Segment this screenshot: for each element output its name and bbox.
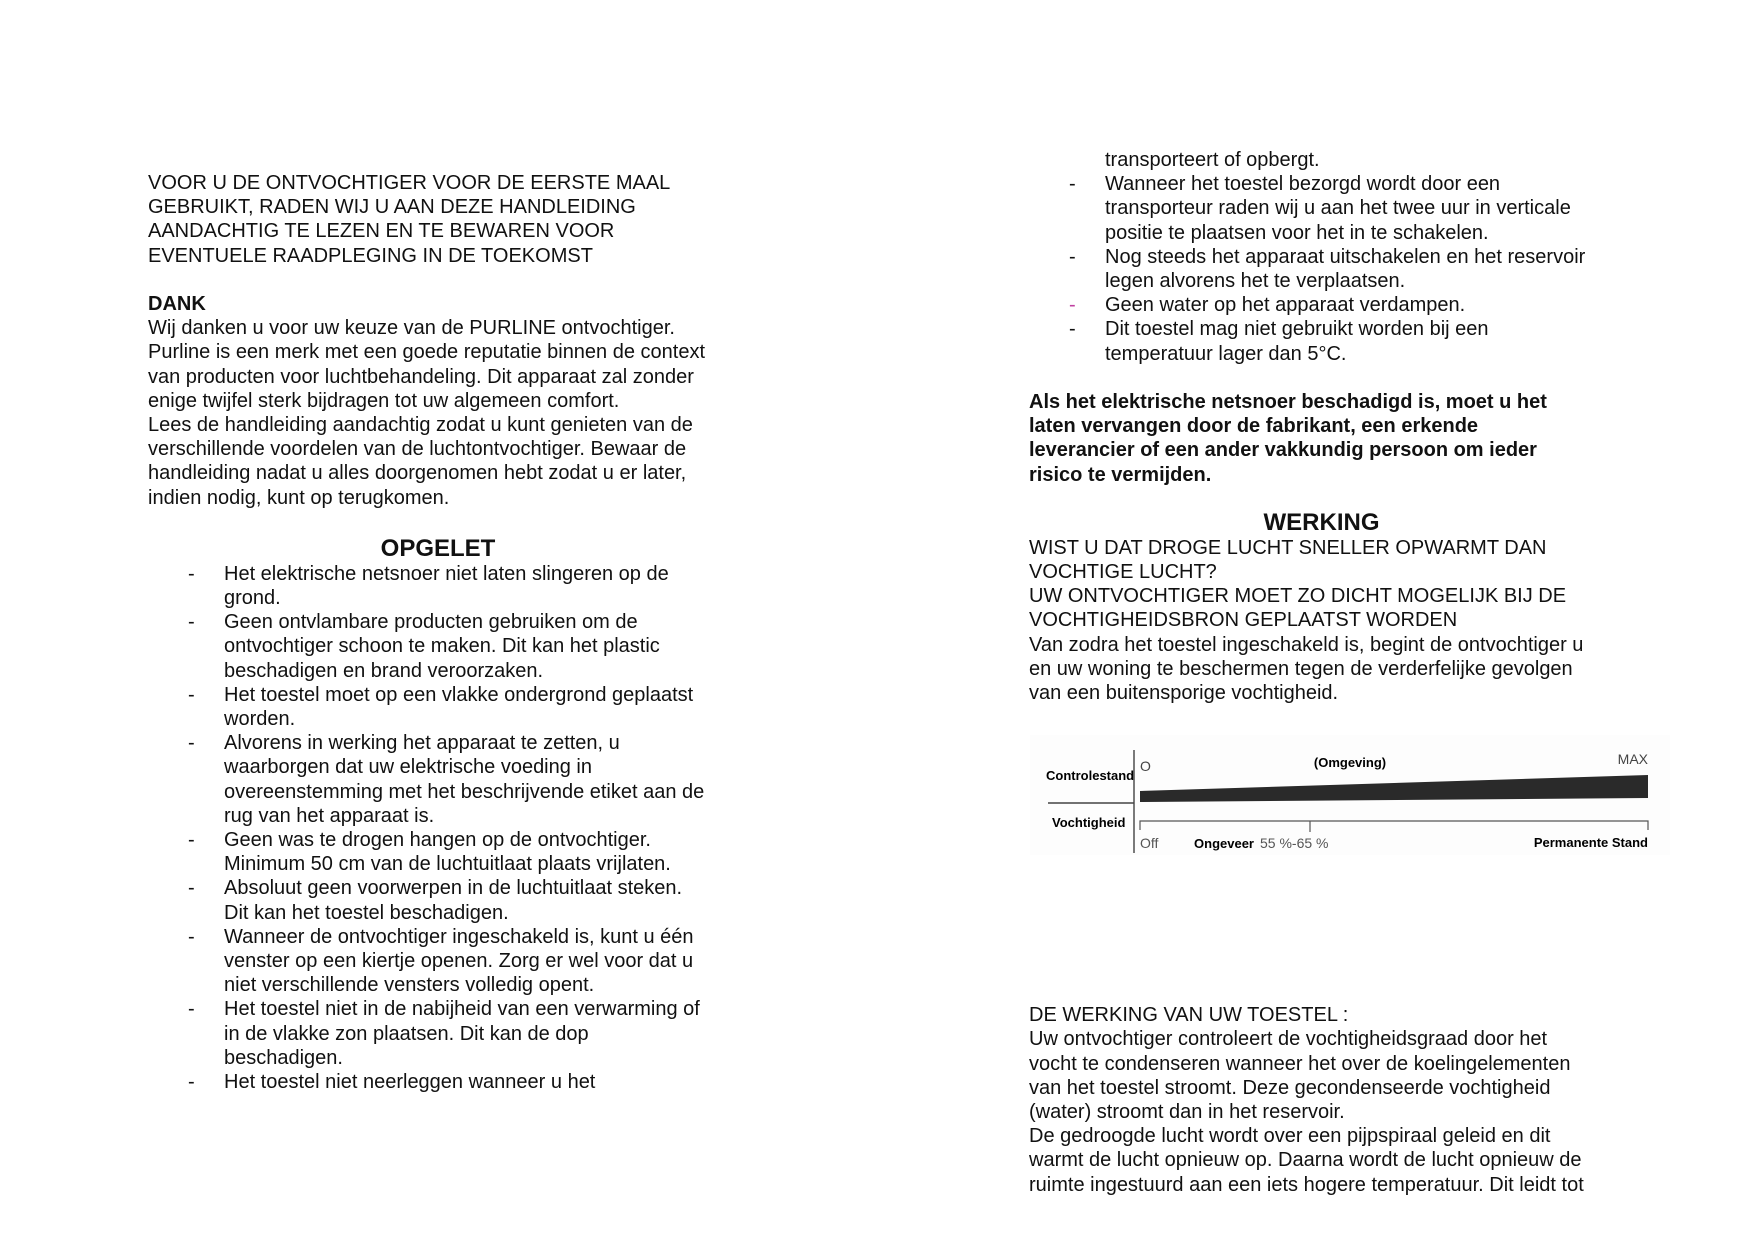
list-item-line: Geen was te drogen hangen op de ontvochtiger. <box>224 829 651 852</box>
text-line: van een buitensporige vochtigheid. <box>1029 682 1339 705</box>
list-item <box>1029 317 1649 365</box>
transport-list <box>1029 172 1649 366</box>
right-column <box>1029 148 1649 1197</box>
bullet-dash: - <box>1069 245 1076 268</box>
list-item <box>1029 172 1649 245</box>
text-line: laten vervangen door de fabrikant, een erkende <box>1029 415 1479 438</box>
list-item-line: Het elektrische netsnoer niet laten slingeren op de <box>224 562 669 585</box>
text-line: van producten voor luchtbehandeling. Dit apparaat zal zonder <box>148 365 694 388</box>
bullet-dash: - <box>188 925 195 948</box>
list-item-line: Alvorens in werking het apparaat te zetten, u <box>224 732 620 755</box>
text-line: (water) stroomt dan in het reservoir. <box>1029 1101 1345 1124</box>
list-item-line: ontvochtiger schoon te maken. Dit kan het plastic <box>224 635 660 658</box>
bullet-dash: - <box>188 877 195 900</box>
text-line: De gedroogde lucht wordt over een pijpspiraal geleid en dit <box>1029 1125 1551 1148</box>
text-line: GEBRUIKT, RADEN WIJ U AAN DEZE HANDLEIDING <box>148 196 636 219</box>
list-item-line: positie te plaatsen voor het in te schakelen. <box>1105 221 1489 244</box>
ambient-label: (Omgeving) <box>1313 755 1387 770</box>
bullet-dash: - <box>188 829 195 852</box>
list-item <box>148 610 748 683</box>
list-item-line: in de vlakke zon plaatsen. Dit kan de dop <box>224 1022 589 1045</box>
list-item-line: Nog steeds het apparaat uitschakelen en het reservoir <box>1105 245 1586 268</box>
bullet-dash: - <box>1069 173 1076 196</box>
list-item <box>148 562 748 610</box>
bullet-dash: - <box>188 1071 195 1094</box>
text-line: Wij danken u voor uw keuze van de PURLINE ontvochtiger. <box>148 317 675 340</box>
toestel-paragraph <box>1029 1027 1649 1196</box>
bullet-dash: - <box>1069 294 1076 317</box>
dank-heading: DANK <box>148 293 206 315</box>
list-item-line: Dit kan het toestel beschadigen. <box>224 901 509 924</box>
list-item-line: worden. <box>224 708 296 731</box>
power-cord-warning <box>1029 390 1649 487</box>
list-item-line: Het toestel niet in de nabijheid van een verwarming of <box>224 998 700 1021</box>
list-item <box>148 828 748 876</box>
list-item-line: waarborgen dat uw elektrische voeding in <box>224 756 592 779</box>
list-item <box>148 997 748 1070</box>
list-item-line: niet verschillende vensters volledig opent. <box>224 974 595 997</box>
diagram-row-controlestand: Controlestand <box>1046 768 1135 783</box>
list-item <box>1029 245 1649 293</box>
werking-paragraph <box>1029 536 1649 705</box>
list-item-line: Het toestel moet op een vlakke ondergrond geplaatst <box>224 683 694 706</box>
left-column <box>148 171 748 1094</box>
text-line: indien nodig, kunt op terugkomen. <box>148 486 450 509</box>
bullet-dash: - <box>188 683 195 706</box>
text-line: VOCHTIGE LUCHT? <box>1029 561 1217 584</box>
text-line: Als het elektrische netsnoer beschadigd is, moet u het <box>1029 391 1547 414</box>
text-line: UW ONTVOCHTIGER MOET ZO DICHT MOGELIJK BIJ DE <box>1029 585 1567 608</box>
list-item-line: overeenstemming met het beschrijvende etiket aan de <box>224 780 705 803</box>
intro-paragraph <box>148 171 748 268</box>
max-label: MAX <box>1617 751 1648 767</box>
bullet-dash: - <box>188 732 195 755</box>
bullet-dash: - <box>188 611 195 634</box>
dank-paragraph <box>148 316 748 510</box>
list-item-line: Wanneer het toestel bezorgd wordt door een <box>1105 173 1501 196</box>
text-line: verschillende voordelen van de luchtontvochtiger. Bewaar de <box>148 438 687 461</box>
humidity-control-diagram <box>1030 735 1670 855</box>
list-item <box>148 683 748 731</box>
text-line: handleiding nadat u alles doorgenomen hebt zodat u er later, <box>148 462 687 485</box>
text-line: en uw woning te beschermen tegen de verderfelijke gevolgen <box>1029 657 1573 680</box>
text-line: WIST U DAT DROGE LUCHT SNELLER OPWARMT DAN <box>1029 536 1547 559</box>
text-line: leverancier of een ander vakkundig persoon om ieder <box>1029 439 1537 462</box>
text-line: EVENTUELE RAADPLEGING IN DE TOEKOMST <box>148 244 593 267</box>
list-item <box>148 925 748 998</box>
text-line: ruimte ingestuurd aan een iets hogere temperatuur. Dit leidt tot <box>1029 1173 1584 1196</box>
list-item-line: venster op een kiertje openen. Zorg er wel voor dat u <box>224 950 694 973</box>
text-line: warmt de lucht opnieuw op. Daarna wordt de lucht opnieuw de <box>1029 1149 1582 1172</box>
text-line: VOOR U DE ONTVOCHTIGER VOOR DE EERSTE MAAL <box>148 172 671 194</box>
list-item <box>148 1070 748 1094</box>
list-item-line: Het toestel niet neerleggen wanneer u het <box>224 1071 596 1094</box>
bullet-dash: - <box>188 998 195 1021</box>
list-item-line: legen alvorens het te verplaatsen. <box>1105 270 1406 293</box>
list-item <box>148 731 748 828</box>
text-line: Lees de handleiding aandachtig zodat u kunt genieten van de <box>148 414 693 437</box>
humidity-range-label: 55 %-65 % <box>1260 835 1329 851</box>
toestel-heading: DE WERKING VAN UW TOESTEL : <box>1029 1004 1349 1027</box>
list-item-line: temperatuur lager dan 5°C. <box>1105 342 1347 365</box>
list-item-line: transporteur raden wij u aan het twee uur in verticale <box>1105 197 1571 220</box>
list-item-line: beschadigen en brand veroorzaken. <box>224 659 544 682</box>
list-item <box>1029 293 1649 317</box>
list-item <box>148 876 748 924</box>
approx-label: Ongeveer <box>1194 836 1254 851</box>
list-item-line: Dit toestel mag niet gebruikt worden bij een <box>1105 318 1489 341</box>
text-line: Purline is een merk met een goede reputatie binnen de context <box>148 341 706 364</box>
list-item-line: Wanneer de ontvochtiger ingeschakeld is, kunt u één <box>224 925 694 948</box>
list-item-line: grond. <box>224 587 281 610</box>
bullet-dash: - <box>188 562 195 585</box>
list-item-line: rug van het apparaat is. <box>224 804 435 827</box>
text-line: VOCHTIGHEIDSBRON GEPLAATST WORDEN <box>1029 609 1458 632</box>
text-line: Uw ontvochtiger controleert de vochtigheidsgraad door het <box>1029 1028 1548 1051</box>
text-line: enige twijfel sterk bijdragen tot uw algemeen comfort. <box>148 389 620 412</box>
text-line: van het toestel stroomt. Deze gecondenseerde vochtigheid <box>1029 1076 1551 1099</box>
zero-label: O <box>1140 758 1151 774</box>
werking-heading: WERKING <box>1263 508 1380 536</box>
diagram-row-vochtigheid: Vochtigheid <box>1052 815 1126 830</box>
text-line: risico te vermijden. <box>1029 463 1212 486</box>
list-item-line: Minimum 50 cm van de luchtuitlaat plaats vrijlaten. <box>224 853 671 876</box>
opgelet-list <box>148 562 748 1094</box>
list-item-line: Geen water op het apparaat verdampen. <box>1105 294 1466 317</box>
permanent-label: Permanente Stand <box>1533 835 1648 850</box>
text-line: AANDACHTIG TE LEZEN EN TE BEWAREN VOOR <box>148 220 615 243</box>
text-line: Van zodra het toestel ingeschakeld is, begint de ontvochtiger u <box>1029 633 1584 656</box>
bullet-dash: - <box>1069 318 1076 341</box>
off-label: Off <box>1140 835 1159 851</box>
text-line: vocht te condenseren wanneer het over de koelingelementen <box>1029 1052 1571 1075</box>
opgelet-heading: OPGELET <box>380 534 496 562</box>
list-item-line: Absoluut geen voorwerpen in de luchtuitlaat steken. <box>224 877 683 900</box>
continuation-text: transporteert of opbergt. <box>1105 149 1320 171</box>
list-item-line: Geen ontvlambare producten gebruiken om de <box>224 611 638 634</box>
list-item-line: beschadigen. <box>224 1046 343 1069</box>
